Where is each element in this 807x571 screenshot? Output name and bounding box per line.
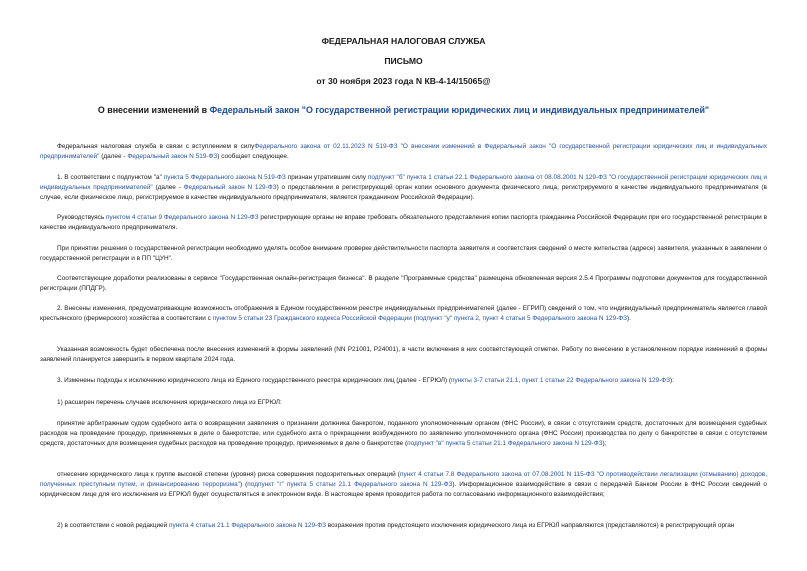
link-law-129-art-5[interactable]: подпункт "у" пункта 2, пункт 4 статьи 5 Федерального закона N 129-ФЗ <box>415 314 628 322</box>
text: При принятии решения о государственной регистрации необходимо уделять особое внимание проверке действительности паспорта заявителя и соответствия сведений о месте жительства (адресе) заявителя, указанных в заявлении о государственной регистрации и в ПП "ЦУН". <box>40 245 767 262</box>
document-type: ПИСЬМО <box>384 56 423 66</box>
document-title <box>0 104 807 116</box>
link-art-21-1-p5-g[interactable]: подпункт "г" пункта 5 статьи 21.1 Федерального закона N 129-ФЗ <box>247 480 453 488</box>
text: ) ( <box>240 480 248 488</box>
text: возражения против предстоящего исключения юридического лица из ЕГРЮЛ направляются (представляются) в регистрирующий орган <box>326 522 735 529</box>
paragraph-2 <box>40 304 767 324</box>
link-art-21-1-p5-v[interactable]: подпункт "в" пункта 5 статьи 21.1 Федерального закона N 129-ФЗ <box>407 439 603 447</box>
paragraph-passport-check <box>40 244 767 264</box>
text: 1. В соответствии с подпунктом "а" <box>57 174 164 181</box>
document-date-number: от 30 ноября 2023 года N КВ-4-14/15065@ <box>316 76 491 86</box>
link-law-129[interactable]: Федеральный закон N 129-ФЗ <box>183 183 277 191</box>
text: отнесение юридического лица к группе высокой степени (уровня) риска совершения подозрительных операций ( <box>57 471 400 478</box>
paragraph-risk-group <box>40 470 767 500</box>
text: ). Информационное взаимодействие в связи с передачей Банком России в ФНС России сведений о юридическом лице для его исключения из ЕГРЮЛ будет осуществляться в электронном виде. В настоящее время проводится работа по согласованию информационного взаимодействия; <box>40 480 767 498</box>
text: ( <box>411 314 416 322</box>
paragraph-1 <box>40 173 767 203</box>
text: 2. Внесены изменения, предусматривающие возможность отображения в Едином государственном реестре индивидуальных предпринимателей (далее - ЕГРИП) сведений о том, что индивидуальный предприниматель является главой крестьянского (фермерского) хозяйства в соответствии с <box>40 305 767 322</box>
title-prefix: О внесении изменений в <box>97 105 210 115</box>
paragraph-software <box>40 274 767 294</box>
link-art-22[interactable]: пункт 1 статьи 22 Федерального закона N 129-ФЗ <box>521 377 671 384</box>
link-law-115[interactable]: пункт 4 статьи 7.8 Федерального закона от 07.08.2001 N 115-ФЗ "О противодействии легализации (отмыванию) доходов, полученных преступным путем, и финансированию терроризма" <box>40 471 767 488</box>
text: Федеральная налоговая служба в связи с вступлением в силу <box>57 143 255 150</box>
paragraph-3 <box>40 376 767 386</box>
text: , <box>518 377 522 384</box>
text: принятие арбитражным судом судебного акта о возвращении заявления о признании должника банкротом, поданного уполномоченным органом (ФНС России), в связи с отсутствием средств, достаточных для возмещения судебных расходов на проведение процедур, применяемых в деле о банкротстве, или судебного акта о прекращении возбужденного по заявлению уполномоченного органа (ФНС России) производства по делу о банкротстве в связи с отсутствием средств, достаточных для возмещения судебных расходов на проведение процедур, применяемых в деле о банкротстве ( <box>40 420 767 447</box>
paragraph-intro <box>40 142 767 162</box>
text: ): <box>670 377 674 384</box>
text: (далее - <box>152 183 184 191</box>
law-519-link[interactable]: Федерального закона от 02.11.2023 N 519-ФЗ "О внесении изменений в Федеральный закон "О государственной регистрации юридических лиц и индивидуальных предпринимателей" <box>40 143 767 160</box>
paragraph-guidance <box>40 213 767 233</box>
text: 3. Изменены подходы к исключению юридического лица из Единого государственного реестра юридических лиц (далее - ЕГРЮЛ) ( <box>57 377 451 384</box>
link-law-129-art-9[interactable]: пунктом 4 статьи 9 Федерального закона N 129-ФЗ <box>105 214 259 221</box>
text: признан утратившим силу <box>285 174 368 181</box>
title-law-link[interactable]: Федеральный закон "О государственной регистрации юридических лиц и индивидуальных предпринимателей" <box>209 105 710 115</box>
law-519-short-link[interactable]: Федеральный закон N 519-ФЗ <box>127 152 218 160</box>
link-art-21-1-p4[interactable]: пункта 4 статьи 21.1 Федерального закона N 129-ФЗ <box>169 522 326 529</box>
link-law-129-art-22-1[interactable]: подпункт "б" пункта 1 статьи 22.1 Федерального закона от 08.08.2001 N 129-ФЗ "О государственной регистрации юридических лиц и индивидуальных предпринимателей" <box>40 174 767 191</box>
paragraph-3-1 <box>40 398 767 408</box>
paragraph-bankruptcy <box>40 419 767 449</box>
paragraph-3-2 <box>40 521 767 531</box>
text: ) о представлении в регистрирующий орган копии основного документа физического лица, регистрируемого в качестве индивидуального предпринимателя (в случае, если физическое лицо, регистрируемое в качестве индивидуального предпринимателя, является гражданином Российской Федерации). <box>40 183 767 201</box>
text: (далее - <box>99 152 128 160</box>
text: ). <box>627 314 631 322</box>
text: ); <box>602 439 607 447</box>
link-p5-law-519[interactable]: пункта 5 Федерального закона N 519-ФЗ <box>163 174 286 181</box>
text: Указанная возможность будет обеспечена после внесения изменений в формы заявлений (NN Р21001, Р24001), в части включения в них соответствующей отметки. Работу по внесению в установленном порядке изменений в формы заявлений планируется завершить в первом квартале 2024 года. <box>40 346 767 363</box>
paragraph-forms <box>40 345 767 365</box>
link-art-21-1[interactable]: пункты 3-7 статьи 21.1 <box>451 377 519 384</box>
text: Соответствующие доработки реализованы в сервисе "Государственная онлайн-регистрация бизнеса". В разделе "Программные средства" размещена обновленная версия 2.5.4 Программы подготовки документов для государственной регистрации (ППДГР). <box>40 275 767 292</box>
link-civil-code[interactable]: пунктом 5 статьи 23 Гражданского кодекса Российской Федерации <box>212 314 412 322</box>
text: 1) расширен перечень случаев исключения юридического лица из ЕГРЮЛ: <box>57 399 282 406</box>
text: ) сообщает следующее. <box>217 152 289 160</box>
text: регистрирующие органы не вправе требовать обязательного представления копии паспорта гражданина Российской Федерации при его государственной регистрации в качестве индивидуального предпринимателя. <box>40 214 767 231</box>
agency-name: ФЕДЕРАЛЬНАЯ НАЛОГОВАЯ СЛУЖБА <box>321 36 486 46</box>
text: 2) в соответствии с новой редакцией <box>57 522 170 529</box>
text: Руководствуясь <box>57 214 106 221</box>
